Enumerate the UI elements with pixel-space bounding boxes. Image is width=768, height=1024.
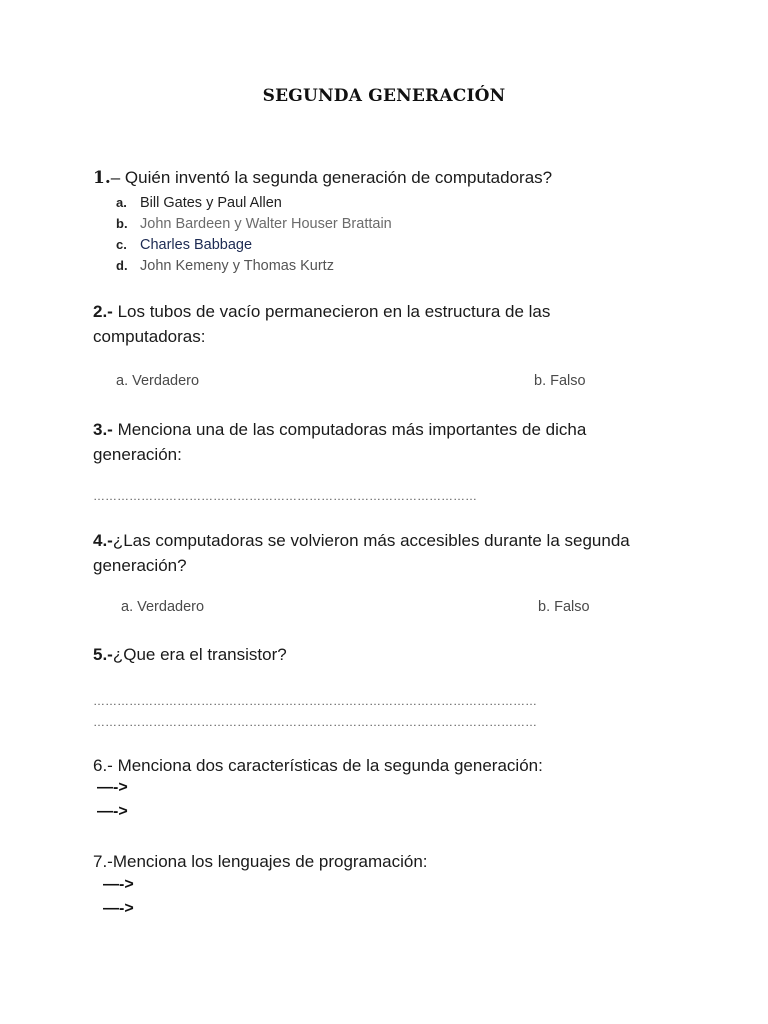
question-number: 5.-: [93, 645, 113, 664]
option-letter: c.: [116, 237, 127, 252]
option-text: John Kemeny y Thomas Kurtz: [140, 258, 334, 274]
question-3: [93, 417, 653, 467]
question-1-options: [116, 193, 392, 277]
answer-arrow: —->: [97, 803, 128, 820]
question-text: – Quién inventó la segunda generación de computadoras?: [110, 168, 553, 187]
answer-line: ……………………………………………………………………………………: [93, 489, 477, 503]
question-text: Menciona una de las computadoras más importantes de dicha generación:: [93, 420, 587, 464]
option-letter: a.: [116, 195, 127, 210]
answer-arrow: —->: [103, 876, 134, 893]
option-true: a. Verdadero: [116, 373, 200, 389]
question-text: Los tubos de vacío permanecieron en la estructura de las computadoras:: [93, 302, 551, 346]
answer-line: …………………………………………………………………………………………………: [93, 715, 537, 729]
option-b: [116, 214, 392, 235]
option-true: a. Verdadero: [121, 599, 205, 615]
option-d: [116, 256, 392, 277]
question-number: 2.-: [93, 302, 113, 321]
option-text: Charles Babbage: [140, 237, 253, 253]
question-1: [93, 165, 653, 191]
question-text: ¿Las computadoras se volvieron más accesibles durante la segunda generación?: [93, 531, 630, 575]
answer-line: …………………………………………………………………………………………………: [93, 694, 537, 708]
question-text: Menciona los lenguajes de programación:: [112, 852, 428, 871]
option-false: b. Falso: [534, 373, 586, 389]
question-4: [93, 528, 653, 578]
option-letter: d.: [116, 258, 128, 273]
question-6: [93, 753, 653, 778]
page-title: SEGUNDA GENERACIÓN: [262, 86, 506, 106]
question-number: 4.-: [93, 531, 113, 550]
answer-arrow: —->: [103, 900, 134, 917]
option-text: John Bardeen y Walter Houser Brattain: [140, 216, 392, 232]
option-false: b. Falso: [538, 599, 590, 615]
question-5: [93, 642, 653, 667]
question-number: 7.-: [93, 852, 113, 871]
answer-arrow: —->: [97, 779, 128, 796]
question-text: ¿Que era el transistor?: [112, 645, 287, 664]
question-number: 1.: [93, 168, 111, 188]
question-number: 3.-: [93, 420, 113, 439]
option-a: [116, 193, 392, 214]
option-c: [116, 235, 392, 256]
question-2: [93, 299, 653, 349]
option-letter: b.: [116, 216, 128, 231]
question-number: 6.-: [93, 756, 113, 775]
option-text: Bill Gates y Paul Allen: [140, 195, 282, 211]
question-7: [93, 849, 653, 874]
question-text: Menciona dos características de la segunda generación:: [112, 756, 543, 775]
